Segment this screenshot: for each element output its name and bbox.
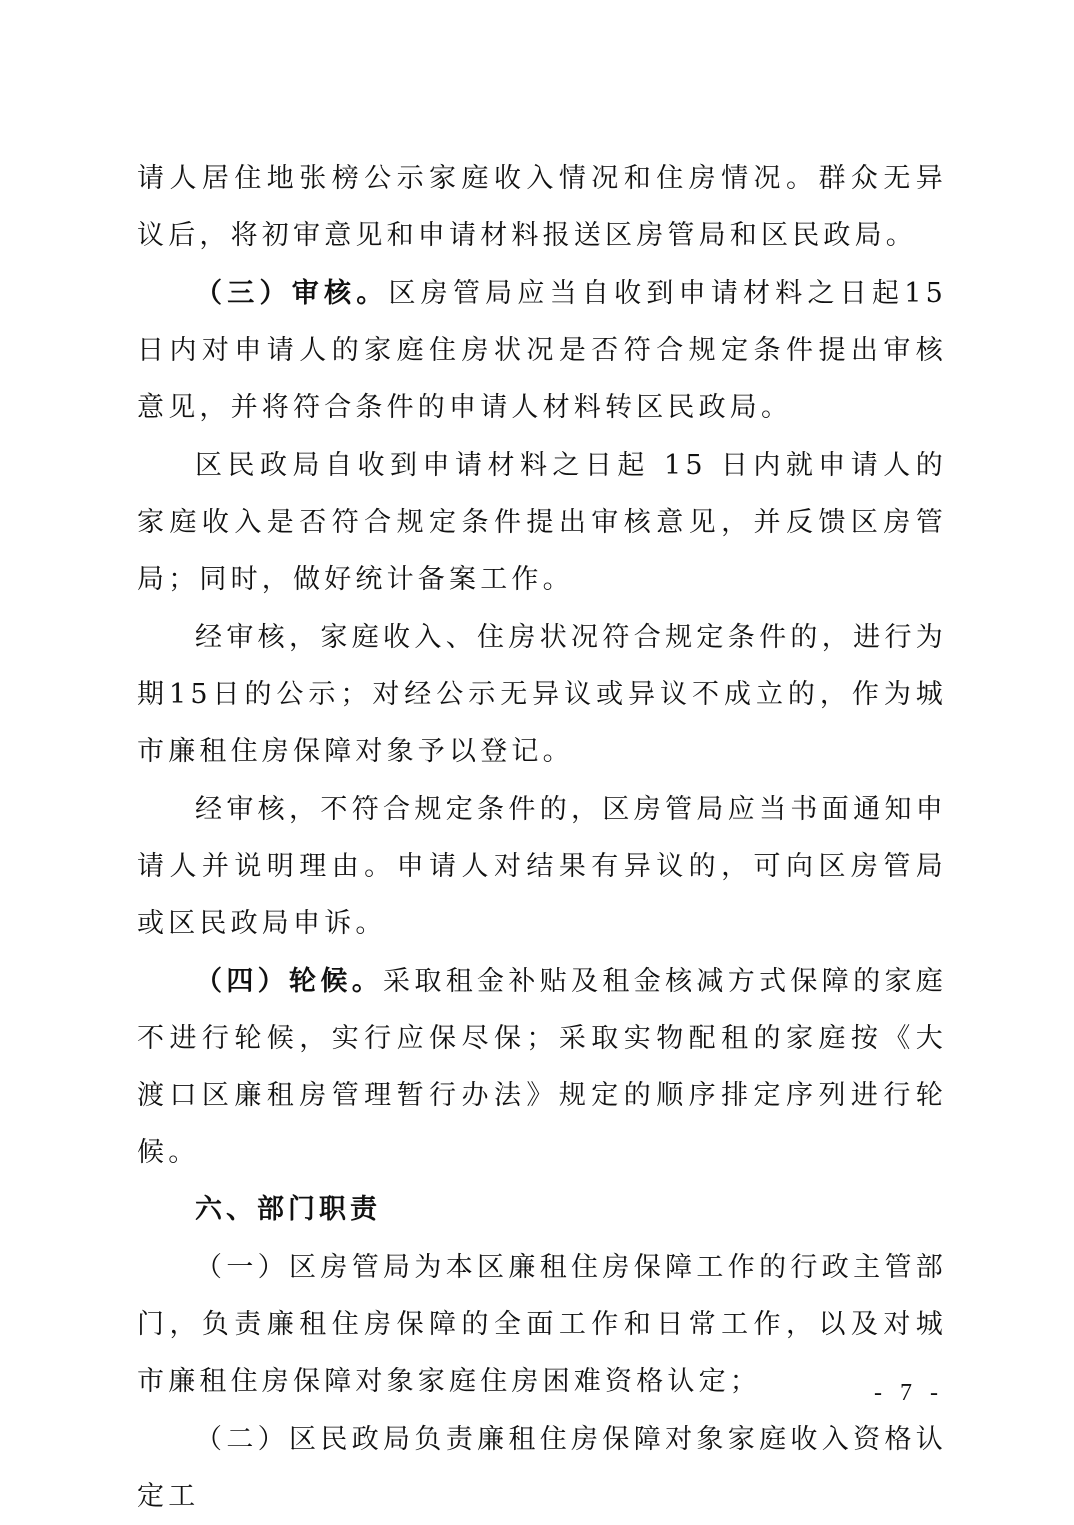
paragraph-qualified bbox=[137, 609, 947, 780]
paragraph-unqualified bbox=[137, 781, 947, 952]
paragraph-housing-bureau bbox=[137, 1239, 947, 1410]
paragraph-waiting bbox=[137, 953, 947, 1181]
paragraph-text: 请人居住地张榜公示家庭收入情况和住房情况。群众无异议后，将初审意见和申请材料报送区房管局和区民政局。 bbox=[137, 163, 947, 251]
paragraph-review bbox=[137, 265, 947, 436]
paragraph-lead-review: （三）审核。 bbox=[195, 278, 389, 309]
paragraph-text: 区房管局应当自收到申请材料之日起15日内对申请人的家庭住房状况是否符合规定条件提出审核意见，并将符合条件的申请人材料转区民政局。 bbox=[137, 278, 947, 423]
paragraph-text: 采取租金补贴及租金核减方式保障的家庭不进行轮候，实行应保尽保；采取实物配租的家庭按《大渡口区廉租房管理暂行办法》规定的顺序排定序列进行轮候。 bbox=[137, 966, 947, 1168]
paragraph-text: 经审核，不符合规定条件的，区房管局应当书面通知申请人并说明理由。申请人对结果有异议的，可向区房管局或区民政局申诉。 bbox=[137, 794, 947, 939]
paragraph-text: 经审核，家庭收入、住房状况符合规定条件的，进行为期15日的公示；对经公示无异议或异议不成立的，作为城市廉租住房保障对象予以登记。 bbox=[137, 622, 947, 767]
paragraph-lead-waiting: （四）轮候。 bbox=[195, 966, 384, 997]
document-body bbox=[137, 150, 947, 1525]
paragraph-civil-bureau bbox=[137, 1411, 947, 1525]
paragraph-text: （二）区民政局负责廉租住房保障对象家庭收入资格认定工 bbox=[137, 1424, 947, 1512]
paragraph-text: （一）区房管局为本区廉租住房保障工作的行政主管部门，负责廉租住房保障的全面工作和日常工作，以及对城市廉租住房保障对象家庭住房困难资格认定； bbox=[137, 1252, 947, 1397]
paragraph-continuation bbox=[137, 150, 947, 264]
paragraph-civil-affairs bbox=[137, 437, 947, 608]
paragraph-text: 区民政局自收到申请材料之日起 15 日内就申请人的家庭收入是否符合规定条件提出审核意见，并反馈区房管局；同时，做好统计备案工作。 bbox=[137, 450, 947, 595]
section-heading: 六、部门职责 bbox=[195, 1194, 381, 1225]
page-number: - 7 - bbox=[874, 1380, 944, 1406]
